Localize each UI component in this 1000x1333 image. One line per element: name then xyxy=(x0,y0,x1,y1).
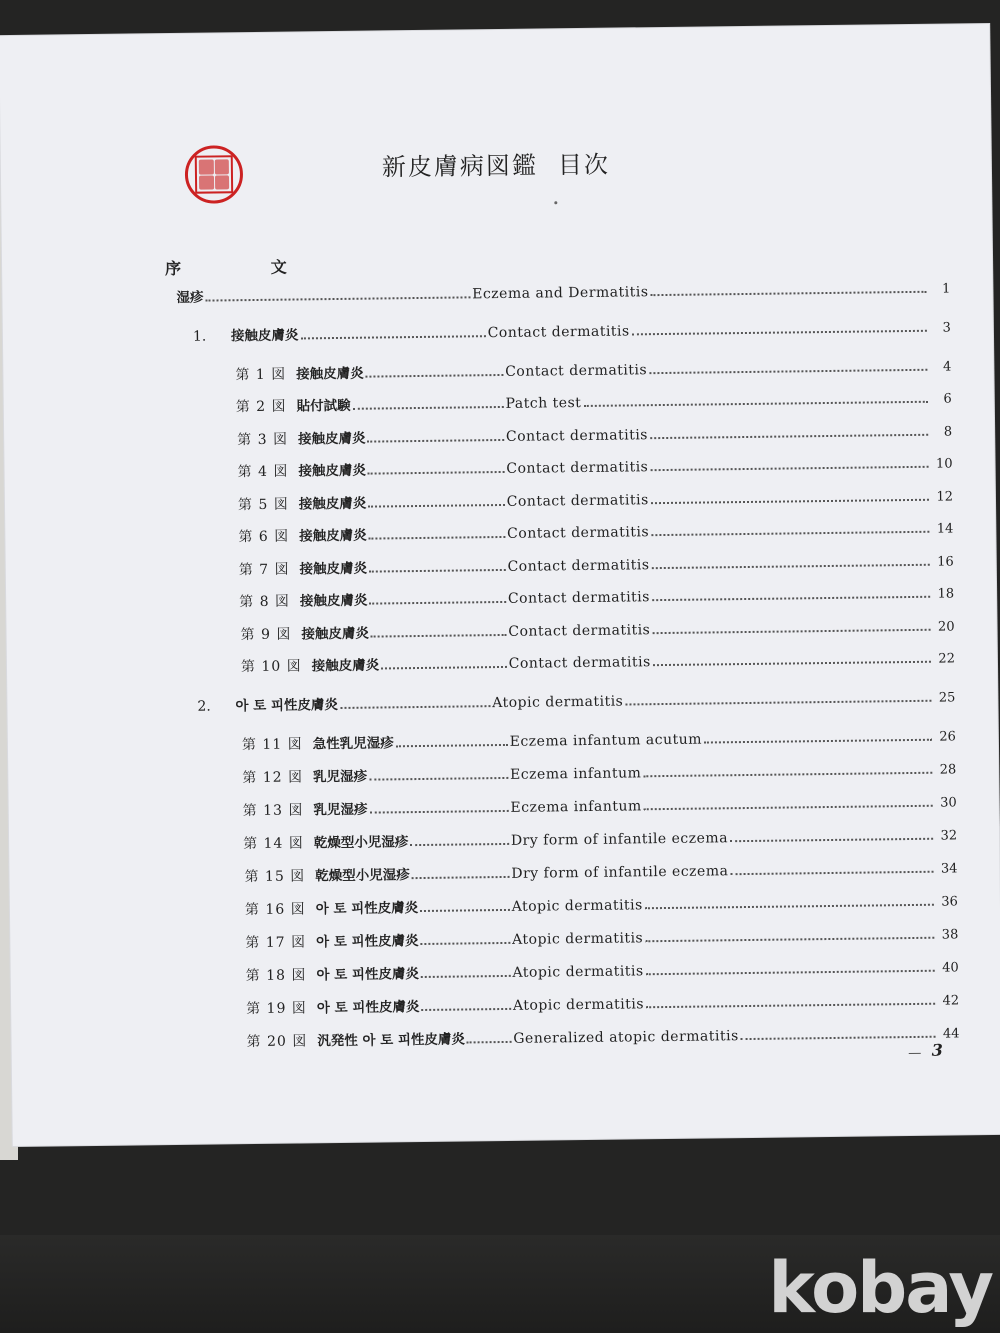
toc-leader-dots xyxy=(421,942,511,945)
toc-leader-dots xyxy=(421,975,511,978)
toc-row xyxy=(237,451,952,481)
toc-japanese-title: 汎発性 아 토 피性皮膚炎 xyxy=(317,1031,466,1050)
toc-figure-number: 第 1 図 xyxy=(235,366,287,384)
toc-section-number: 1. xyxy=(192,328,207,345)
toc-page-number: 22 xyxy=(938,651,956,667)
toc-japanese-title: 아 토 피性皮膚炎 xyxy=(316,966,420,984)
toc-leader-dots xyxy=(730,871,933,875)
toc-leader-dots xyxy=(368,439,504,443)
toc-leader-dots xyxy=(650,466,928,471)
toc-leader-dots xyxy=(340,705,490,709)
toc-english-title: Eczema and Dermatitis xyxy=(472,284,649,303)
toc-figure-number: 第 5 図 xyxy=(237,496,289,514)
toc-leader-dots xyxy=(371,634,506,638)
toc-row xyxy=(193,315,951,344)
toc-row xyxy=(246,988,959,1018)
toc-leader-dots xyxy=(412,876,510,879)
toc-japanese-title: 乳児湿疹 xyxy=(312,768,368,786)
page-number: 3 xyxy=(931,1040,943,1060)
toc-leader-dots xyxy=(396,744,508,747)
toc-page-number: 32 xyxy=(940,828,958,844)
toc-leader-dots xyxy=(369,569,505,573)
toc-page-number: 25 xyxy=(938,690,956,706)
toc-row xyxy=(242,724,956,754)
toc-leader-dots xyxy=(205,296,470,301)
toc-page-number: 20 xyxy=(937,619,955,635)
toc-row xyxy=(243,790,957,820)
toc-japanese-title: 接触皮膚炎 xyxy=(299,527,367,545)
toc-page-number: 26 xyxy=(939,729,956,745)
toc-figure-number: 第 2 図 xyxy=(235,398,287,416)
toc-page-number: 34 xyxy=(940,861,958,877)
title-sub: 目次 xyxy=(557,150,611,180)
toc-figure-number: 第 10 図 xyxy=(240,658,302,676)
toc-english-title: Generalized atopic dermatitis xyxy=(513,1028,739,1047)
toc-page-number: 18 xyxy=(937,586,955,602)
toc-japanese-title: 接触皮膚炎 xyxy=(299,592,368,610)
toc-japanese-title: 아 토 피性皮膚炎 xyxy=(235,697,339,715)
toc-japanese-title: 아 토 피性皮膚炎 xyxy=(315,900,419,918)
toc-page-number: 36 xyxy=(941,894,958,910)
toc-leader-dots xyxy=(381,666,507,670)
toc-row xyxy=(246,955,959,985)
toc-leader-dots xyxy=(366,374,503,378)
toc-english-title: Eczema infantum acutum xyxy=(509,731,703,750)
toc-page-number: 8 xyxy=(943,424,953,440)
toc-figure-number: 第 7 図 xyxy=(238,561,290,579)
toc-figure-number: 第 12 図 xyxy=(242,769,304,787)
toc-english-title: Dry form of infantile eczema xyxy=(510,830,729,849)
toc-japanese-title: 乳児湿疹 xyxy=(313,801,368,819)
toc-english-title: Eczema infantum xyxy=(510,798,642,816)
toc-leader-dots xyxy=(421,1008,511,1011)
toc-japanese-title: 아 토 피性皮膚炎 xyxy=(315,933,419,951)
toc-japanese-title: 아 토 피性皮膚炎 xyxy=(316,999,420,1017)
toc-english-title: Contact dermatitis xyxy=(508,654,651,672)
toc-page-number: 10 xyxy=(935,456,953,472)
decorative-dot xyxy=(554,201,557,204)
toc-japanese-title: 接触皮膚炎 xyxy=(298,462,367,480)
toc-japanese-title: 貼付試験 xyxy=(296,397,351,415)
toc-leader-dots xyxy=(652,596,930,601)
toc-leader-dots xyxy=(368,504,504,508)
toc-page-number: 40 xyxy=(942,960,959,976)
toc-leader-dots xyxy=(646,970,935,976)
toc-english-title: Contact dermatitis xyxy=(507,524,650,542)
toc-japanese-title: 接触皮膚炎 xyxy=(296,365,364,383)
toc-english-title: Atopic dermatitis xyxy=(512,930,644,948)
toc-japanese-title: 接触皮膚炎 xyxy=(230,327,299,345)
toc-japanese-title: 接触皮膚炎 xyxy=(311,657,380,675)
toc-english-title: Contact dermatitis xyxy=(506,459,649,477)
toc-figure-number: 第 14 図 xyxy=(243,835,304,853)
toc-english-title: Contact dermatitis xyxy=(508,622,651,640)
toc-figure-number: 第 13 図 xyxy=(242,802,304,820)
toc-japanese-title: 接触皮膚炎 xyxy=(301,625,369,643)
toc-figure-number: 第 20 図 xyxy=(246,1033,308,1051)
toc-leader-dots xyxy=(370,601,506,605)
toc-leader-dots xyxy=(644,805,933,811)
toc-row xyxy=(238,516,953,546)
toc-leader-dots xyxy=(651,291,927,296)
toc-figure-number: 第 4 図 xyxy=(237,463,289,481)
document-page xyxy=(0,24,1000,1146)
toc-leader-dots xyxy=(651,531,929,536)
toc-row xyxy=(235,354,951,384)
toc-row xyxy=(245,922,958,952)
toc-row xyxy=(240,614,954,644)
toc-english-title: Contact dermatitis xyxy=(505,427,649,445)
preface-heading: 序 文 xyxy=(164,257,329,279)
toc-page-number: 4 xyxy=(942,359,952,375)
toc-japanese-title: 乾燥型小児湿疹 xyxy=(315,867,410,885)
toc-leader-dots xyxy=(652,564,930,569)
toc-row xyxy=(242,757,956,787)
toc-leader-dots xyxy=(730,838,933,842)
toc-figure-number: 第 16 図 xyxy=(244,901,306,919)
toc-leader-dots xyxy=(583,401,927,407)
toc-english-title: Contact dermatitis xyxy=(506,492,649,510)
page-number-rule xyxy=(909,1053,921,1054)
toc-page-number: 14 xyxy=(936,521,954,537)
toc-japanese-title: 接触皮膚炎 xyxy=(297,430,366,448)
toc-page-number: 12 xyxy=(936,489,954,505)
toc-page-number: 28 xyxy=(939,762,957,778)
toc-figure-number: 第 15 図 xyxy=(244,868,306,886)
toc-japanese-title: 接触皮膚炎 xyxy=(299,560,368,578)
toc-english-title: Patch test xyxy=(505,395,582,412)
toc-section-number: 2. xyxy=(197,698,211,715)
toc-page-number: 3 xyxy=(942,320,951,336)
toc-leader-dots xyxy=(353,406,504,410)
toc-figure-number: 第 19 図 xyxy=(246,1000,307,1018)
toc-figure-number: 第 18 図 xyxy=(245,967,307,985)
toc-figure-number: 第 8 図 xyxy=(239,593,291,611)
toc-english-title: Dry form of infantile eczema xyxy=(511,863,729,882)
toc-english-title: Eczema infantum xyxy=(509,765,642,783)
toc-japanese-title: 急性乳児湿疹 xyxy=(312,735,394,753)
toc-leader-dots xyxy=(649,369,927,374)
toc-page-number: 42 xyxy=(942,993,960,1009)
toc-page-number: 30 xyxy=(940,795,957,811)
toc-leader-dots xyxy=(300,335,485,339)
toc-page-number: 6 xyxy=(943,391,952,407)
toc-leader-dots xyxy=(651,499,929,504)
toc-leader-dots xyxy=(369,777,508,781)
toc-leader-dots xyxy=(420,909,510,912)
toc-leader-dots xyxy=(741,1036,936,1040)
toc-english-title: Atopic dermatitis xyxy=(512,996,645,1014)
toc-row xyxy=(246,1021,959,1051)
toc-leader-dots xyxy=(369,536,505,540)
toc-row xyxy=(241,646,955,676)
watermark-logo: kobay xyxy=(768,1247,992,1329)
toc-page-number: 44 xyxy=(942,1026,960,1042)
toc-leader-dots xyxy=(653,661,931,666)
toc-row xyxy=(245,889,958,919)
toc-japanese-title: 乾燥型小児湿疹 xyxy=(313,834,409,852)
toc-row xyxy=(197,685,955,714)
toc-row xyxy=(237,419,952,449)
toc-leader-dots xyxy=(410,843,509,846)
toc-row xyxy=(176,276,950,305)
toc-row xyxy=(238,484,953,514)
title-main: 新皮膚病図鑑 xyxy=(381,151,539,182)
toc-japanese-title: 接触皮膚炎 xyxy=(298,495,367,513)
toc-row xyxy=(243,823,957,853)
toc-leader-dots xyxy=(467,1041,511,1044)
toc-page-number: 1 xyxy=(942,281,951,297)
toc-figure-number: 第 17 図 xyxy=(245,934,307,952)
toc-english-title: Atopic dermatitis xyxy=(511,897,643,915)
toc-row xyxy=(236,386,952,416)
toc-leader-dots xyxy=(625,700,931,706)
toc-figure-number: 第 6 図 xyxy=(238,528,290,546)
toc-leader-dots xyxy=(646,1003,935,1009)
toc-japanese-title: 湿疹 xyxy=(176,289,204,306)
toc-leader-dots xyxy=(704,739,932,744)
toc-leader-dots xyxy=(652,629,930,634)
toc-leader-dots xyxy=(369,810,508,814)
toc-leader-dots xyxy=(643,772,932,778)
toc-page-number: 38 xyxy=(941,927,959,943)
toc-english-title: Atopic dermatitis xyxy=(492,693,624,712)
toc-leader-dots xyxy=(645,904,934,910)
toc-leader-dots xyxy=(650,434,928,439)
toc-row xyxy=(239,549,954,579)
toc-figure-number: 第 11 図 xyxy=(241,736,303,754)
toc-english-title: Contact dermatitis xyxy=(487,323,630,342)
toc-english-title: Atopic dermatitis xyxy=(512,963,644,981)
page-title xyxy=(1,140,991,187)
toc-english-title: Contact dermatitis xyxy=(507,557,650,575)
toc-row xyxy=(239,581,954,611)
toc-figure-number: 第 3 図 xyxy=(237,431,289,449)
toc-leader-dots xyxy=(632,330,927,336)
toc-figure-number: 第 9 図 xyxy=(240,626,292,644)
toc-row xyxy=(244,856,957,886)
toc-page-number: 16 xyxy=(937,554,954,570)
toc-leader-dots xyxy=(368,471,504,475)
toc-leader-dots xyxy=(645,937,934,943)
toc-english-title: Contact dermatitis xyxy=(507,589,651,607)
toc-english-title: Contact dermatitis xyxy=(505,362,648,380)
